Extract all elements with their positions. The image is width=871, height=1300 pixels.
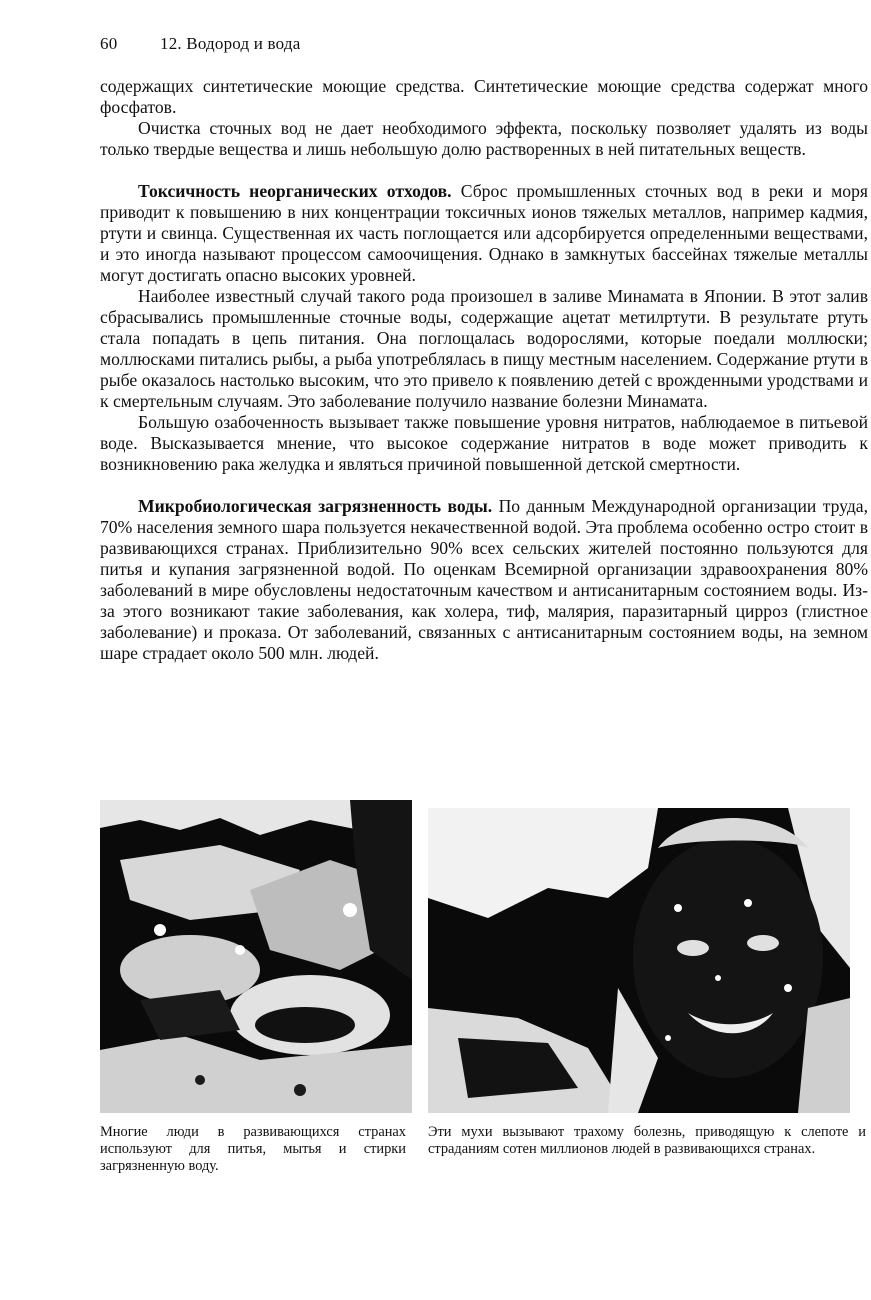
body-text [100,76,868,664]
paragraph-minamata: Наиболее известный случай такого рода произошел в заливе Минамата в Японии. В этот залив сбрасывались промышленные сточные воды, содержащие ацетат метилртути. В результате ртуть стала попадать в цепь питания. Она поглощалась водорослями, которые поедали моллюски; моллюсками питались рыбы, а рыба употреблялась в пищу местным населением. Содержание ртути в рыбе оказалось настолько высоким, что это привело к появлению детей с врожденными уродствами и к смертельным случаям. Это заболевание получило название болезни Минамата. [100,286,868,411]
paragraph-text: Сброс промышленных сточных вод в реки и моря приводит к повышению в них концентрации токсичных ионов тяжелых металлов, например кадмия, ртути и свинца. Существенная их часть поглощается или адсорбируется определенными веществами, и это иногда называют процессом самоочищения. Однако в замкнутых бассейнах тяжелые металлы могут достигать опасно высоких уровней. [100,181,868,285]
photo-trachoma-flies [428,808,850,1113]
page-number: 60 [100,34,118,53]
paragraph-inorganic-toxicity [100,181,868,286]
caption-left-photo: Многие люди в развивающихся странах используют для питья, мытья и стирки загрязненную воду. [100,1124,406,1174]
paragraph-wastewater-treatment: Очистка сточных вод не дает необходимого эффекта, поскольку позволяет удалять из воды только твердые вещества и лишь небольшую долю растворенных в ней питательных веществ. [100,118,868,159]
paragraph-nitrates: Большую озабоченность вызывает также повышение уровня нитратов, наблюдаемое в питьевой воде. Высказывается мнение, что высокое содержание нитратов в воде может приводить к возникновению рака желудка и являться причиной повышенной детской смертности. [100,412,868,474]
photo-contaminated-water [100,800,412,1113]
paragraph-microbiological [100,496,868,664]
caption-right-photo: Эти мухи вызывают трахому болезнь, приводящую к слепоте и страданиям сотен миллионов людей в развивающихся странах. [428,1124,866,1157]
section-heading-microbiological: Микробиологическая загрязненность воды. [138,496,493,516]
paragraph-continued: содержащих синтетические моющие средства. Синтетические моющие средства содержат много фосфатов. [100,76,868,117]
running-head [100,34,300,54]
chapter-title: 12. Водород и вода [160,34,301,53]
section-heading-inorganic-toxicity: Токсичность неорганических отходов. [138,181,452,201]
paragraph-text: По данным Международной организации труда, 70% населения земного шара пользуется некачественной водой. Эта проблема особенно остро стоит в развивающихся странах. Приблизительно 90% всех сельских жителей постоянно пользуются для питья и купания загрязненной водой. По оценкам Всемирной организации здравоохранения 80% заболеваний в мире обусловлены недостаточным качеством и антисанитарным состоянием воды. Из-за этого возникают такие заболевания, как холера, тиф, малярия, паразитарный цирроз (глистное заболевание) и проказа. От заболеваний, связанных с антисанитарным состоянием воды, на земном шаре страдает около 500 млн. людей. [100,496,869,663]
